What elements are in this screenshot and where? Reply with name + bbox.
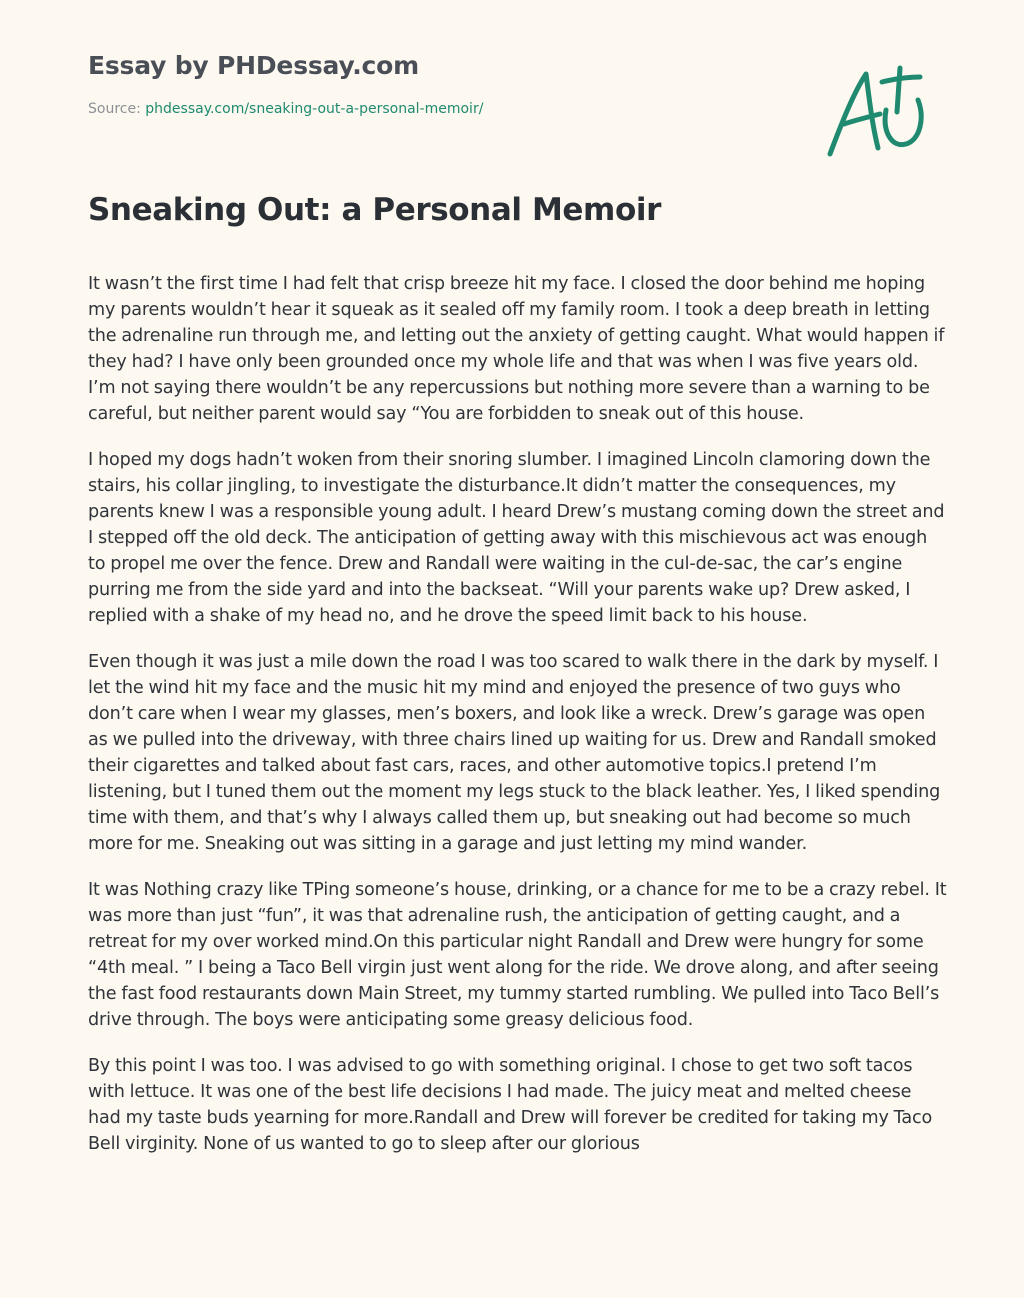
essay-paragraph: It wasn’t the first time I had felt that crisp breeze hit my face. I closed the door behind me hoping my parents wouldn’t hear it squeak as it sealed off my family room. I took a deep breath in letting the adrenaline run through me, and letting out the anxiety of getting caught. What would happen if they had? I have only been grounded once my whole life and that was when I was five years old. I’m not saying there wouldn’t be any repercussions but nothing more severe than a warning to be careful, but neither parent would say “You are forbidden to sneak out of this house. [88, 274, 945, 424]
a-plus-grade-icon [822, 62, 930, 162]
essay-paragraph: By this point I was too. I was advised to go with something original. I chose to get two soft tacos with lettuce. It was one of the best life decisions I had made. The juicy meat and melted cheese had my taste buds yearning for more.Randall and Drew will forever be credited for taking my Taco Bell virginity. None of us wanted to go to sleep after our glorious [88, 1056, 933, 1154]
essay-body [88, 271, 948, 1251]
essay-paragraph: It was Nothing crazy like TPing someone’s house, drinking, or a chance for me to be a crazy rebel. It was more than just “fun”, it was that adrenaline rush, the anticipation of getting caught, and a retreat for my over worked mind.On this particular night Randall and Drew were hungry for some “4th meal. ” I being a Taco Bell virgin just went along for the ride. We drove along, and after seeing the fast food restaurants down Main Street, my tummy started rumbling. We pulled into Taco Bell’s drive through. The boys were anticipating some greasy delicious food. [88, 880, 947, 1030]
source-line [88, 100, 483, 118]
essay-title: Sneaking Out: a Personal Memoir [88, 192, 661, 228]
essay-paragraph: I hoped my dogs hadn’t woken from their snoring slumber. I imagined Lincoln clamoring down the stairs, his collar jingling, to investigate the disturbance.It didn’t matter the consequences, my parents knew I was a responsible young adult. I heard Drew’s mustang coming down the street and I stepped off the old deck. The anticipation of getting away with this mischievous act was enough to propel me over the fence. Drew and Randall were waiting in the cul-de-sac, the car’s engine purring me from the side yard and into the backseat. “Will your parents wake up? Drew asked, I replied with a shake of my head no, and he drove the speed limit back to his house. [88, 450, 945, 626]
site-brand: Essay by PHDessay.com [88, 51, 419, 80]
site-header [88, 50, 483, 118]
source-label: Source: [88, 101, 141, 117]
essay-paragraph: Even though it was just a mile down the road I was too scared to walk there in the dark by myself. I let the wind hit my face and the music hit my mind and enjoyed the presence of two guys who don’t care when I wear my glasses, men’s boxers, and look like a wreck. Drew’s garage was open as we pulled into the driveway, with three chairs lined up waiting for us. Drew and Randall smoked their cigarettes and talked about fast cars, races, and other automotive topics.I pretend I’m listening, but I tuned them out the moment my legs stuck to the black leather. Yes, I liked spending time with them, and that’s why I always called them up, but sneaking out had become so much more for me. Sneaking out was sitting in a garage and just letting my mind wander. [88, 652, 941, 854]
source-link[interactable]: phdessay.com/sneaking-out-a-personal-memoir/ [145, 101, 484, 117]
